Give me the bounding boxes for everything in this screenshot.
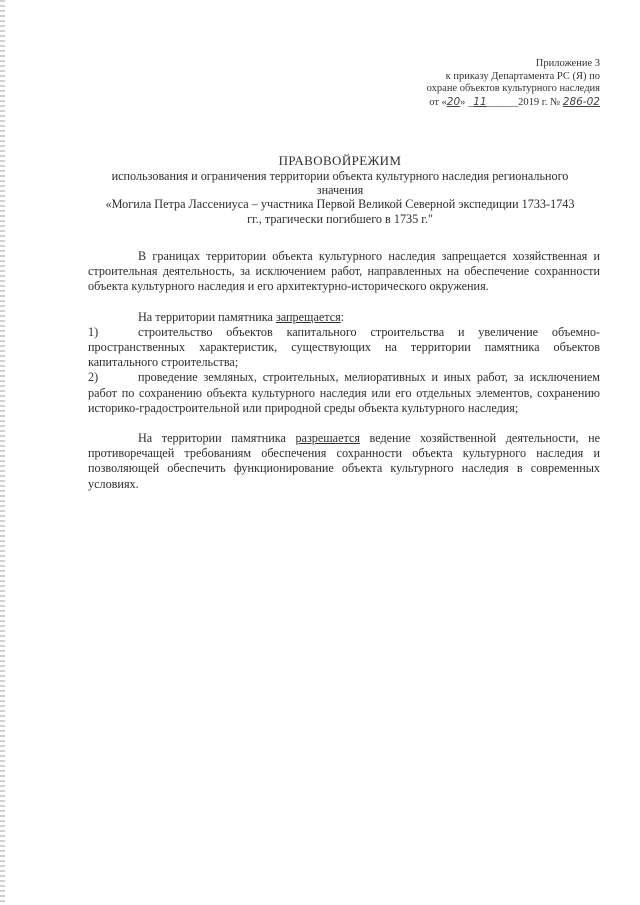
appendix-line-1: Приложение 3: [535, 58, 600, 69]
paragraph-boundaries: В границах территории объекта культурного наследия запрещается хозяйственная и строительная деятельность, за исключением работ, направленных на обеспечение сохранности объекта культурного наследия и его архитектурно-исторического окружения.: [88, 249, 600, 294]
document-body: [88, 249, 600, 492]
allowed-rest: ведение хозяйственной деятельности, не противоречащей требованиям обеспечения сохранности объекта культурного наследия и позволяющей обеспечить функционирование объекта культурного наследия в современных условиях.: [88, 431, 601, 491]
allowed-word: разрешается: [295, 431, 360, 446]
title-subline-4: гг., трагически погибшего в 1735 г.": [247, 211, 433, 226]
appendix-line-3: охране объектов культурного наследия: [426, 83, 600, 94]
date-prefix: от «: [429, 96, 447, 108]
document-title: ПРАВОВОЙРЕЖИМ: [278, 153, 402, 168]
appendix-line-2: к приказу Департамента РС (Я) по: [445, 70, 600, 82]
order-number: 286-02: [562, 95, 600, 108]
list-item-1-number: 1): [88, 324, 99, 339]
list-item-1-text: строительство объектов капитального строительства и увеличение объемно-пространственных характеристик, существующих на территории памятника объектов капитального строительства;: [88, 324, 600, 370]
title-subline-2: значения: [316, 183, 364, 198]
list-item-1: [88, 325, 600, 371]
paragraph-allowed: [88, 431, 600, 492]
scan-edge: [0, 0, 5, 905]
appendix-date-line: от «20» _11______2019 г. № 286-02: [429, 95, 600, 108]
date-month: 11: [473, 95, 487, 108]
date-mid: »: [460, 96, 466, 108]
date-day: 20: [446, 95, 461, 108]
title-block: [90, 153, 590, 226]
date-year: 2019 г. №: [518, 96, 561, 108]
list-item-2: [88, 370, 600, 416]
title-subline-3: «Могила Петра Лассениуса – участника Первой Великой Северной экспедиции 1733-1743: [105, 197, 575, 212]
list-item-2-text: проведение земляных, строительных, мелиоративных и иных работ, за исключением работ по сохранению объекта культурного наследия или его отдельных элементов, сохранению историко-градостроительной или природной среды объекта культурного наследия;: [88, 370, 600, 415]
prohibited-intro: На территории памятника: [138, 309, 273, 324]
prohibited-word: запрещается: [275, 309, 341, 324]
appendix-header: [360, 58, 600, 109]
list-item-2-number: 2): [88, 370, 99, 385]
prohibited-colon: :: [340, 309, 345, 324]
title-subline-1: использования и ограничения территории объекта культурного наследия регионального: [111, 169, 569, 183]
allowed-intro: На территории памятника: [138, 431, 286, 446]
paragraph-prohibited-intro: [88, 310, 600, 325]
